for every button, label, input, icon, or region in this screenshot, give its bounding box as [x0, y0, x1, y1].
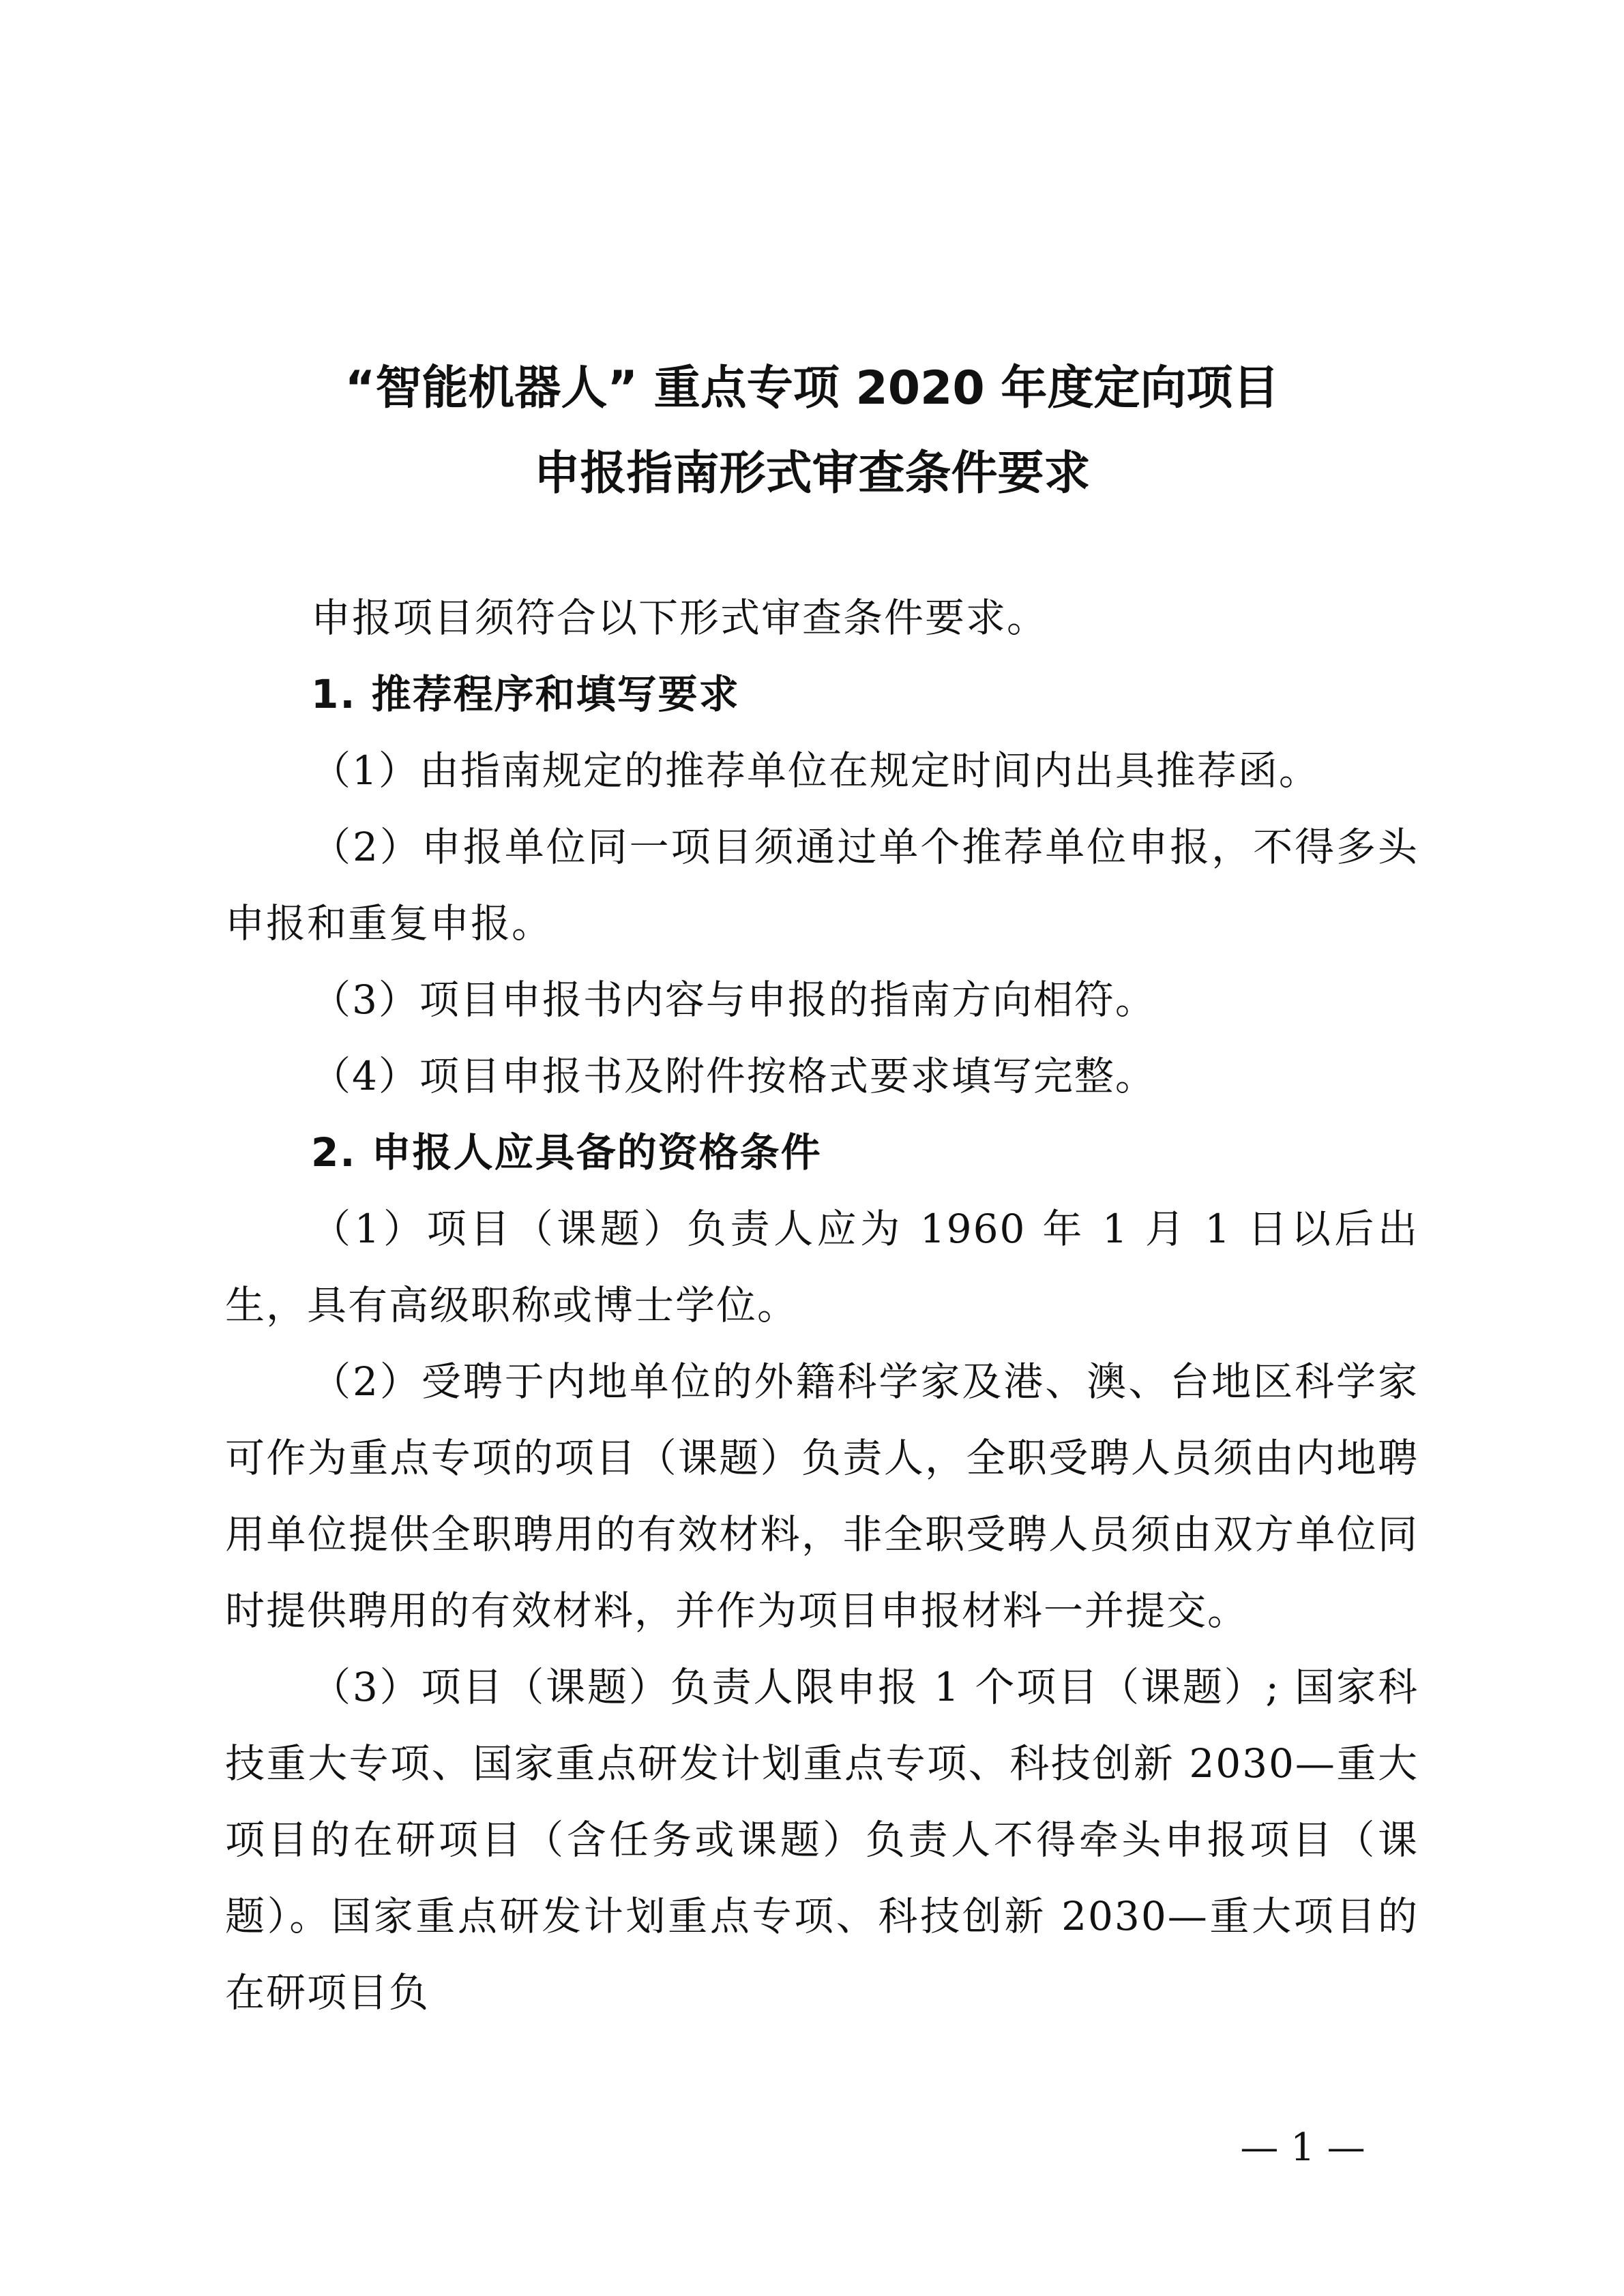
document-body — [225, 580, 1419, 2031]
paragraph-2-2: （2）受聘于内地单位的外籍科学家及港、澳、台地区科学家可作为重点专项的项目（课题）负责人，全职受聘人员须由内地聘用单位提供全职聘用的有效材料，非全职受聘人员须由双方单位同时提供聘用的有效材料，并作为项目申报材料一并提交。 — [225, 1358, 1419, 1634]
page-number: — 1 — — [1240, 2126, 1365, 2170]
section-heading-2: 2. 申报人应具备的资格条件 — [311, 1129, 822, 1176]
paragraph-2-1: （1）项目（课题）负责人应为 1960 年 1 月 1 日以后出生，具有高级职称或博士学位。 — [225, 1206, 1419, 1328]
paragraph-1-2: （2）申报单位同一项目须通过单个推荐单位申报，不得多头申报和重复申报。 — [225, 824, 1419, 946]
intro-paragraph: 申报项目须符合以下形式审查条件要求。 — [311, 595, 1048, 641]
document-title-line2: 申报指南形式审查条件要求 — [533, 447, 1091, 501]
paragraph-2-3: （3）项目（课题）负责人限申报 1 个项目（课题）; 国家科技重大专项、国家重点研发计划重点专项、科技创新 2030—重大项目的在研项目（含任务或课题）负责人不得牵头申报项目（课题）。国家重点研发计划重点专项、科技创新 2030—重大项目的在研项目负 — [225, 1664, 1419, 2016]
document-title-line1: “智能机器人” 重点专项 2020 年度定向项目 — [344, 361, 1280, 415]
section-heading-1: 1. 推荐程序和填写要求 — [311, 671, 740, 717]
paragraph-1-1: （1）由指南规定的推荐单位在规定时间内出具推荐函。 — [311, 747, 1320, 794]
paragraph-1-4: （4）项目申报书及附件按格式要求填写完整。 — [311, 1053, 1156, 1099]
paragraph-1-3: （3）项目申报书内容与申报的指南方向相符。 — [311, 976, 1156, 1023]
